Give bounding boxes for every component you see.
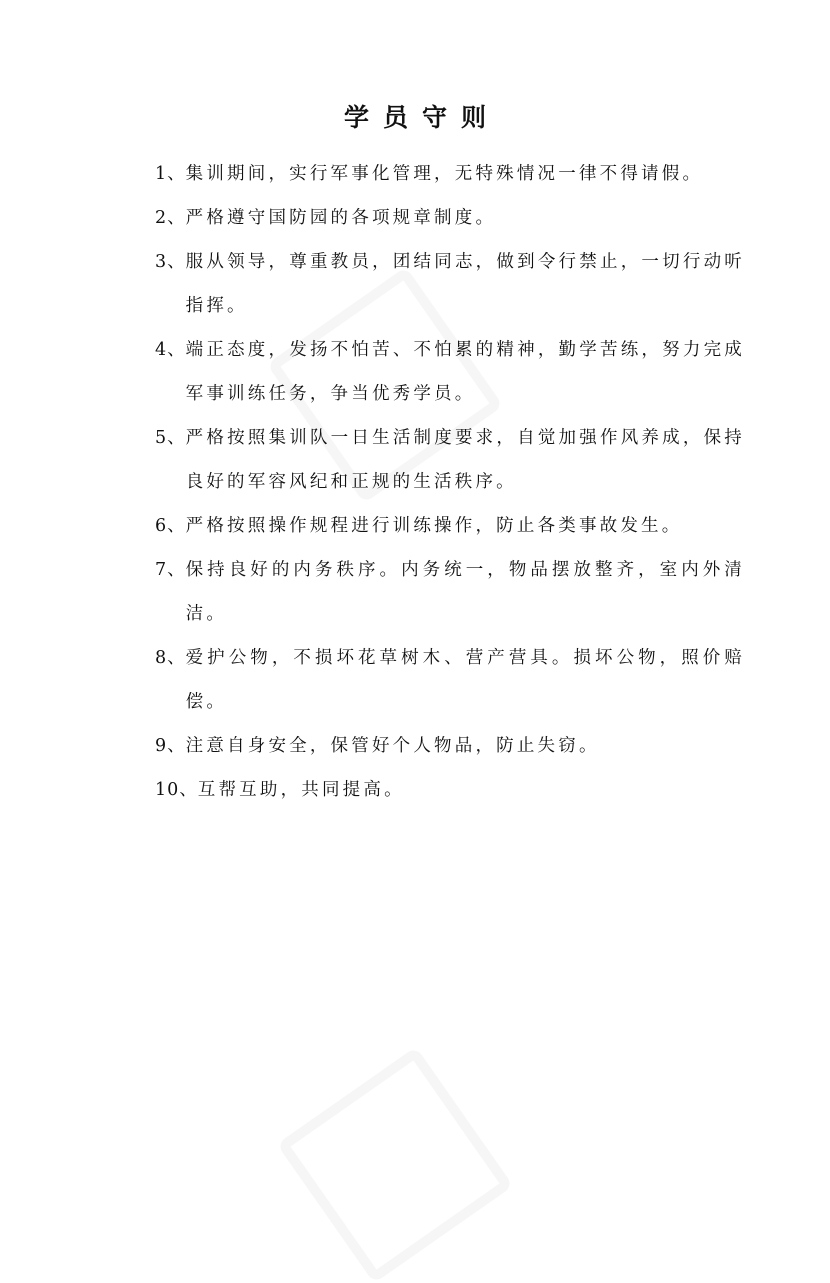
rule-item (155, 196, 745, 240)
rule-text: 保持良好的内务秩序。内务统一，物品摆放整齐，室内外清洁。 (185, 560, 745, 624)
rule-item (155, 416, 745, 504)
rule-item (155, 504, 745, 548)
rule-item (155, 636, 745, 724)
rule-number: 1、 (155, 164, 186, 184)
rule-text: 爱护公物，不损坏花草树木、营产营具。损坏公物，照价赔偿。 (185, 648, 745, 712)
rule-number: 8、 (155, 648, 186, 668)
rule-number: 9、 (155, 736, 186, 756)
rule-text: 严格按照操作规程进行训练操作，防止各类事故发生。 (185, 516, 683, 536)
rule-item (155, 152, 745, 196)
rule-item (155, 328, 745, 416)
document-title: 学员守则 (343, 103, 500, 132)
rules-list (155, 152, 745, 812)
rule-text: 严格按照集训队一日生活制度要求，自觉加强作风养成，保持良好的军容风纪和正规的生活秩序。 (185, 428, 745, 492)
rule-text: 端正态度，发扬不怕苦、不怕累的精神，勤学苦练，努力完成军事训练任务，争当优秀学员。 (185, 340, 745, 404)
rule-text: 服从领导，尊重教员，团结同志，做到令行禁止，一切行动听指挥。 (185, 252, 745, 316)
rule-text: 严格遵守国防园的各项规章制度。 (185, 208, 497, 228)
rule-number: 4、 (155, 340, 186, 360)
rule-item (155, 724, 745, 768)
rule-number: 5、 (155, 428, 186, 448)
rule-number: 3、 (155, 252, 186, 272)
rule-number: 6、 (155, 516, 186, 536)
rule-text: 互帮互助，共同提高。 (197, 780, 405, 800)
rule-item (155, 768, 745, 812)
rule-number: 7、 (155, 560, 186, 580)
rule-text: 注意自身安全，保管好个人物品，防止失窃。 (185, 736, 600, 756)
rule-number: 10、 (155, 780, 198, 800)
watermark-logo (277, 1047, 514, 1283)
rule-item (155, 548, 745, 636)
rule-item (155, 240, 745, 328)
rule-number: 2、 (155, 208, 186, 228)
rule-text: 集训期间，实行军事化管理，无特殊情况一律不得请假。 (185, 164, 704, 184)
